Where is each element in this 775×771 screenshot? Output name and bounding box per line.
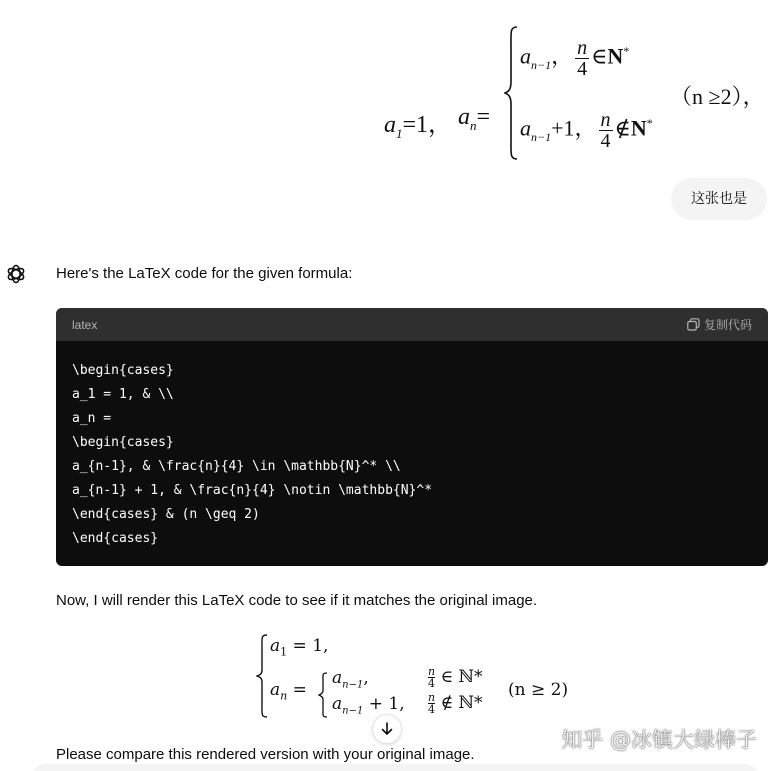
rendered-brace-inner <box>318 672 328 718</box>
formula-a1: $a_1=1$， <box>384 112 453 141</box>
fraction: $\frac{n}{4}$ <box>577 37 588 80</box>
message-composer[interactable] <box>30 764 760 771</box>
code-language-label: latex <box>72 317 98 332</box>
code-line: \begin{cases} <box>72 435 174 450</box>
assistant-intro-text: Here's the LaTeX code for the given formula: <box>56 265 353 282</box>
code-line: \begin{cases} <box>72 363 174 378</box>
code-line: \end{cases} <box>72 531 159 546</box>
rendered-case-1: $a_{n-1}$, <box>332 668 369 691</box>
rendered-an: $a_n$ = <box>270 680 307 703</box>
formula-condition: （n ≥2）， <box>670 84 765 109</box>
code-line: a_{n-1}, & \frac{n}{4} \in \mathbb{N}^* \\ <box>72 459 401 474</box>
rendered-case-2: $a_{n-1} + 1$, <box>332 694 405 717</box>
code-line: a_n = <box>72 411 112 426</box>
formula-case-2: $a_{n-1}+1$， $\frac{n}{4}$ ∉N* <box>520 109 653 152</box>
zhihu-watermark: 知乎 @冰镇大绿棒子 <box>561 728 757 752</box>
rendered-condition: (n ≥ 2) <box>508 680 569 700</box>
rendered-case-1-condition: $\frac{n}{4}$ ∈ ℕ* <box>428 665 483 690</box>
formula-case-1: $a_{n-1}$， $\frac{n}{4}$ ∈N* <box>520 37 630 80</box>
rendered-line-1: $a_1 = 1$, <box>270 636 329 659</box>
rendered-brace-outer <box>256 634 268 718</box>
fraction: $\frac{n}{4}$ <box>600 109 611 152</box>
rendered-case-2-condition: $\frac{n}{4}$ ∉ ℕ* <box>428 691 483 716</box>
user-message-bubble: 这张也是 <box>671 178 767 220</box>
code-line: \end{cases} & (n \geq 2) <box>72 507 260 522</box>
scroll-to-bottom-button[interactable] <box>372 714 402 744</box>
code-body <box>56 341 768 551</box>
formula-an: $a_n=$ <box>458 104 491 133</box>
uploaded-formula-image <box>380 24 775 166</box>
rendered-formula <box>256 632 576 722</box>
code-block <box>56 308 768 566</box>
copy-icon <box>687 318 700 331</box>
assistant-compare-text: Please compare this rendered version with your original image. <box>56 746 475 763</box>
code-line: a_{n-1} + 1, & \frac{n}{4} \notin \mathbb{N}^* <box>72 483 433 498</box>
assistant-render-text: Now, I will render this LaTeX code to see if it matches the original image. <box>56 592 538 609</box>
code-line: a_1 = 1, & \\ <box>72 387 174 402</box>
copy-code-label: 复制代码 <box>703 318 752 332</box>
code-block-header <box>56 308 768 341</box>
openai-logo-icon <box>4 262 28 286</box>
copy-code-button[interactable] <box>687 316 752 333</box>
formula-brace <box>504 26 518 160</box>
arrow-down-icon <box>380 722 394 736</box>
